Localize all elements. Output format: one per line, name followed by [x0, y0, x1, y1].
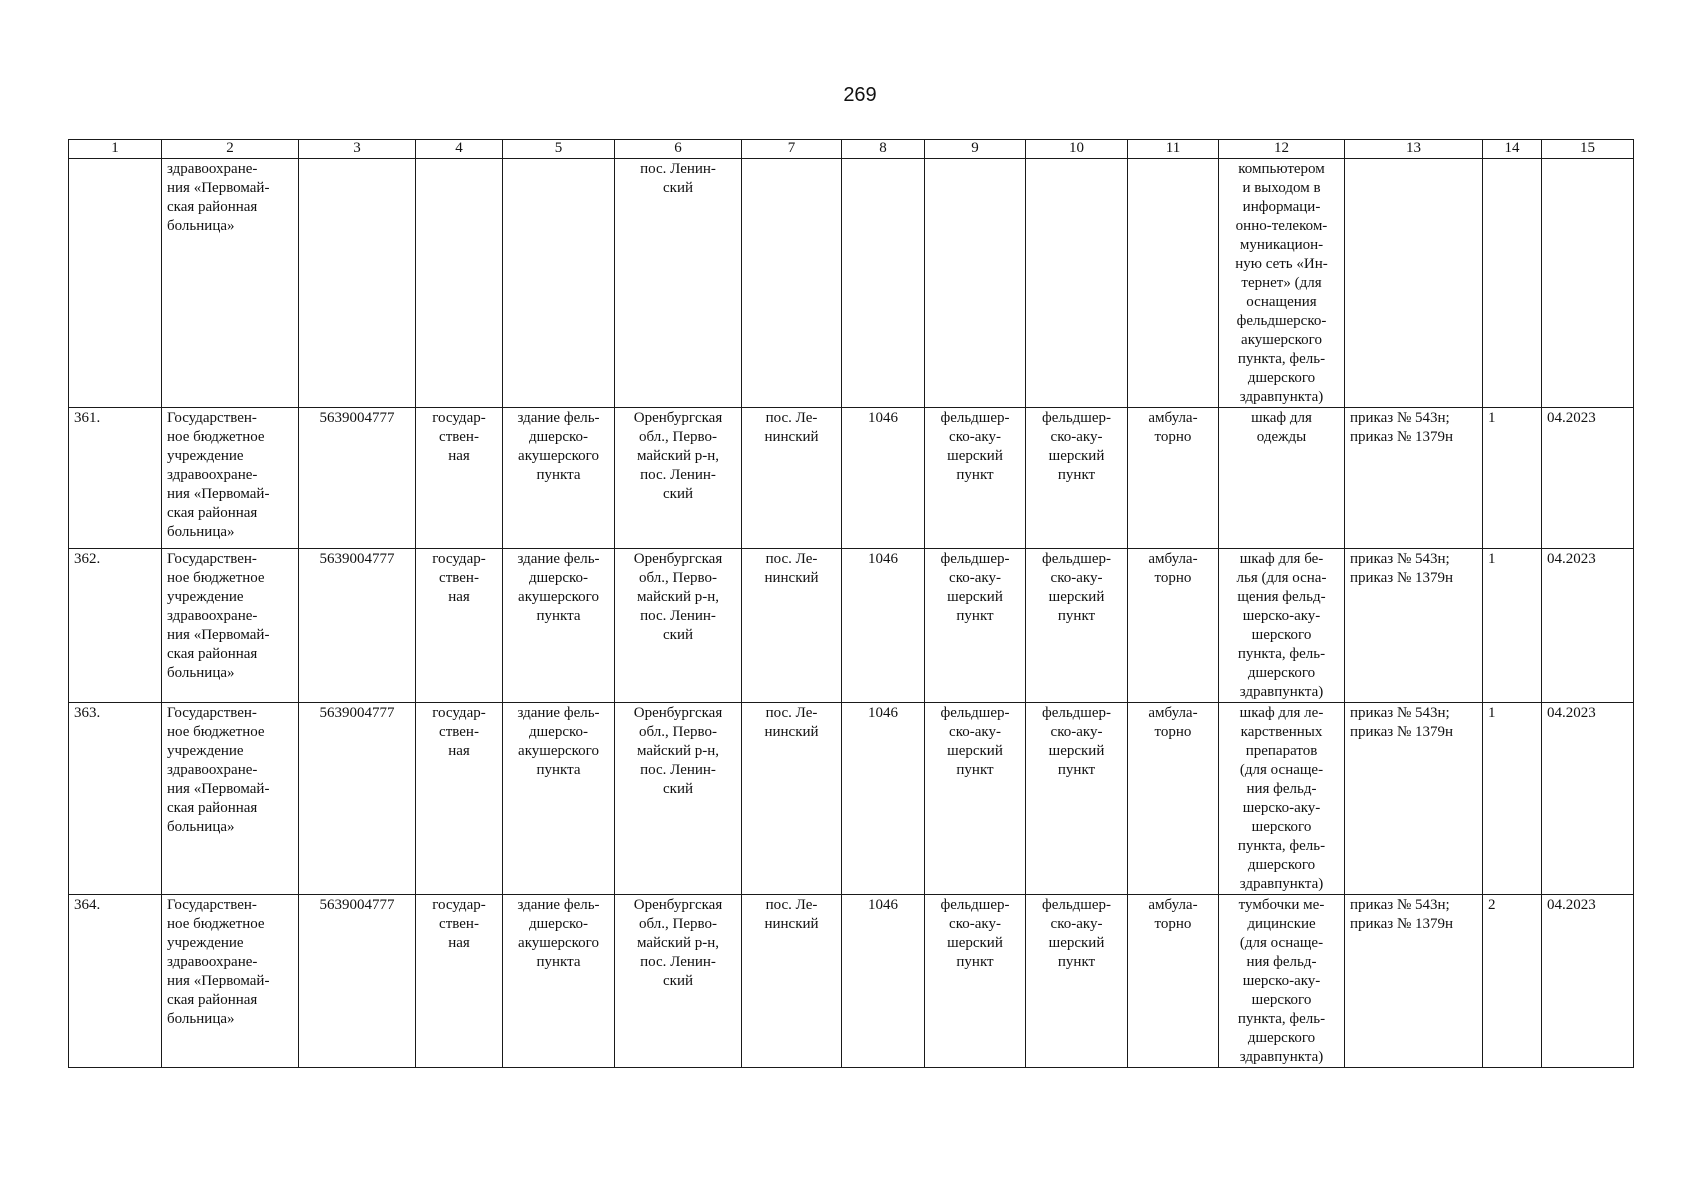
cell-unit-type: фельдшер- ско-аку- шерский пункт [1026, 703, 1128, 895]
cell-quantity [1483, 159, 1542, 408]
column-number-10: 10 [1026, 140, 1128, 159]
cell-building: здание фель- дшерско- акушерского пункта [503, 549, 615, 703]
cell-date: 04.2023 [1542, 703, 1634, 895]
cell-ownership [416, 159, 503, 408]
cell-settlement: пос. Ле- нинский [742, 549, 842, 703]
cell-unit-type: фельдшер- ско-аку- шерский пункт [1026, 408, 1128, 549]
cell-ownership: государ- ствен- ная [416, 408, 503, 549]
cell-organization: Государствен- ное бюджетное учреждение здравоохране- ния «Первомай- ская районная больница» [162, 408, 299, 549]
cell-order: приказ № 543н; приказ № 1379н [1345, 895, 1483, 1068]
cell-unit-type: фельдшер- ско-аку- шерский пункт [1026, 549, 1128, 703]
cell-code [842, 159, 925, 408]
cell-unit-type: фельдшер- ско-аку- шерский пункт [1026, 895, 1128, 1068]
cell-settlement [742, 159, 842, 408]
cell-building: здание фель- дшерско- акушерского пункта [503, 895, 615, 1068]
cell-number [69, 159, 162, 408]
cell-facility-type: фельдшер- ско-аку- шерский пункт [925, 703, 1026, 895]
cell-organization: здравоохране- ния «Первомай- ская районная больница» [162, 159, 299, 408]
column-number-row [69, 140, 1634, 159]
cell-equipment: тумбочки ме- дицинские (для оснаще- ния фельд- шерско-аку- шерского пункта, фель- дшерского здравпункта) [1219, 895, 1345, 1068]
cell-organization: Государствен- ное бюджетное учреждение здравоохране- ния «Первомай- ская районная больница» [162, 895, 299, 1068]
cell-ownership: государ- ствен- ная [416, 895, 503, 1068]
column-number-5: 5 [503, 140, 615, 159]
cell-code: 1046 [842, 549, 925, 703]
column-number-2: 2 [162, 140, 299, 159]
cell-facility-type [925, 159, 1026, 408]
column-number-12: 12 [1219, 140, 1345, 159]
cell-care-condition: амбула- торно [1128, 408, 1219, 549]
column-number-14: 14 [1483, 140, 1542, 159]
cell-facility-type: фельдшер- ско-аку- шерский пункт [925, 408, 1026, 549]
column-number-4: 4 [416, 140, 503, 159]
cell-code: 1046 [842, 703, 925, 895]
column-number-7: 7 [742, 140, 842, 159]
cell-building: здание фель- дшерско- акушерского пункта [503, 408, 615, 549]
table-row [69, 408, 1634, 549]
cell-equipment: шкаф для одежды [1219, 408, 1345, 549]
column-number-3: 3 [299, 140, 416, 159]
column-number-6: 6 [615, 140, 742, 159]
cell-address: Оренбургская обл., Перво- майский р-н, пос. Ленин- ский [615, 549, 742, 703]
cell-unit-type [1026, 159, 1128, 408]
cell-facility-type: фельдшер- ско-аку- шерский пункт [925, 895, 1026, 1068]
table-row [69, 703, 1634, 895]
cell-number: 363. [69, 703, 162, 895]
cell-order: приказ № 543н; приказ № 1379н [1345, 408, 1483, 549]
cell-settlement: пос. Ле- нинский [742, 703, 842, 895]
table-row-continued [69, 159, 1634, 408]
cell-organization: Государствен- ное бюджетное учреждение здравоохране- ния «Первомай- ская районная больница» [162, 703, 299, 895]
cell-equipment: шкаф для бе- лья (для осна- щения фельд- шерско-аку- шерского пункта, фель- дшерского здравпункта) [1219, 549, 1345, 703]
table-row [69, 549, 1634, 703]
cell-equipment: шкаф для ле- карственных препаратов (для оснаще- ния фельд- шерско-аку- шерского пункта, фель- дшерского здравпункта) [1219, 703, 1345, 895]
cell-settlement: пос. Ле- нинский [742, 895, 842, 1068]
column-number-13: 13 [1345, 140, 1483, 159]
column-number-1: 1 [69, 140, 162, 159]
cell-code: 1046 [842, 408, 925, 549]
cell-quantity: 1 [1483, 703, 1542, 895]
cell-care-condition: амбула- торно [1128, 549, 1219, 703]
cell-code: 1046 [842, 895, 925, 1068]
cell-order: приказ № 543н; приказ № 1379н [1345, 703, 1483, 895]
page-number: 269 [843, 84, 877, 106]
registry-table [68, 139, 1634, 1068]
cell-address: Оренбургская обл., Перво- майский р-н, пос. Ленин- ский [615, 408, 742, 549]
cell-quantity: 2 [1483, 895, 1542, 1068]
cell-inn: 5639004777 [299, 895, 416, 1068]
cell-building: здание фель- дшерско- акушерского пункта [503, 703, 615, 895]
cell-inn: 5639004777 [299, 549, 416, 703]
cell-address: Оренбургская обл., Перво- майский р-н, пос. Ленин- ский [615, 895, 742, 1068]
cell-address: пос. Ленин- ский [615, 159, 742, 408]
cell-quantity: 1 [1483, 408, 1542, 549]
table-row [69, 895, 1634, 1068]
cell-date: 04.2023 [1542, 895, 1634, 1068]
cell-organization: Государствен- ное бюджетное учреждение здравоохране- ния «Первомай- ская районная больница» [162, 549, 299, 703]
cell-number: 362. [69, 549, 162, 703]
cell-number: 361. [69, 408, 162, 549]
cell-date: 04.2023 [1542, 408, 1634, 549]
cell-date: 04.2023 [1542, 549, 1634, 703]
cell-care-condition: амбула- торно [1128, 703, 1219, 895]
cell-equipment: компьютером и выходом в информаци- онно-телеком- муникацион- ную сеть «Ин- тернет» (для оснащения фельдшерско- акушерского пункта, фель- дшерского здравпункта) [1219, 159, 1345, 408]
cell-order [1345, 159, 1483, 408]
cell-inn: 5639004777 [299, 703, 416, 895]
cell-order: приказ № 543н; приказ № 1379н [1345, 549, 1483, 703]
column-number-8: 8 [842, 140, 925, 159]
cell-ownership: государ- ствен- ная [416, 549, 503, 703]
cell-quantity: 1 [1483, 549, 1542, 703]
cell-date [1542, 159, 1634, 408]
cell-inn [299, 159, 416, 408]
cell-number: 364. [69, 895, 162, 1068]
cell-care-condition: амбула- торно [1128, 895, 1219, 1068]
column-number-15: 15 [1542, 140, 1634, 159]
cell-settlement: пос. Ле- нинский [742, 408, 842, 549]
cell-facility-type: фельдшер- ско-аку- шерский пункт [925, 549, 1026, 703]
cell-building [503, 159, 615, 408]
column-number-9: 9 [925, 140, 1026, 159]
cell-inn: 5639004777 [299, 408, 416, 549]
cell-care-condition [1128, 159, 1219, 408]
cell-ownership: государ- ствен- ная [416, 703, 503, 895]
cell-address: Оренбургская обл., Перво- майский р-н, пос. Ленин- ский [615, 703, 742, 895]
column-number-11: 11 [1128, 140, 1219, 159]
